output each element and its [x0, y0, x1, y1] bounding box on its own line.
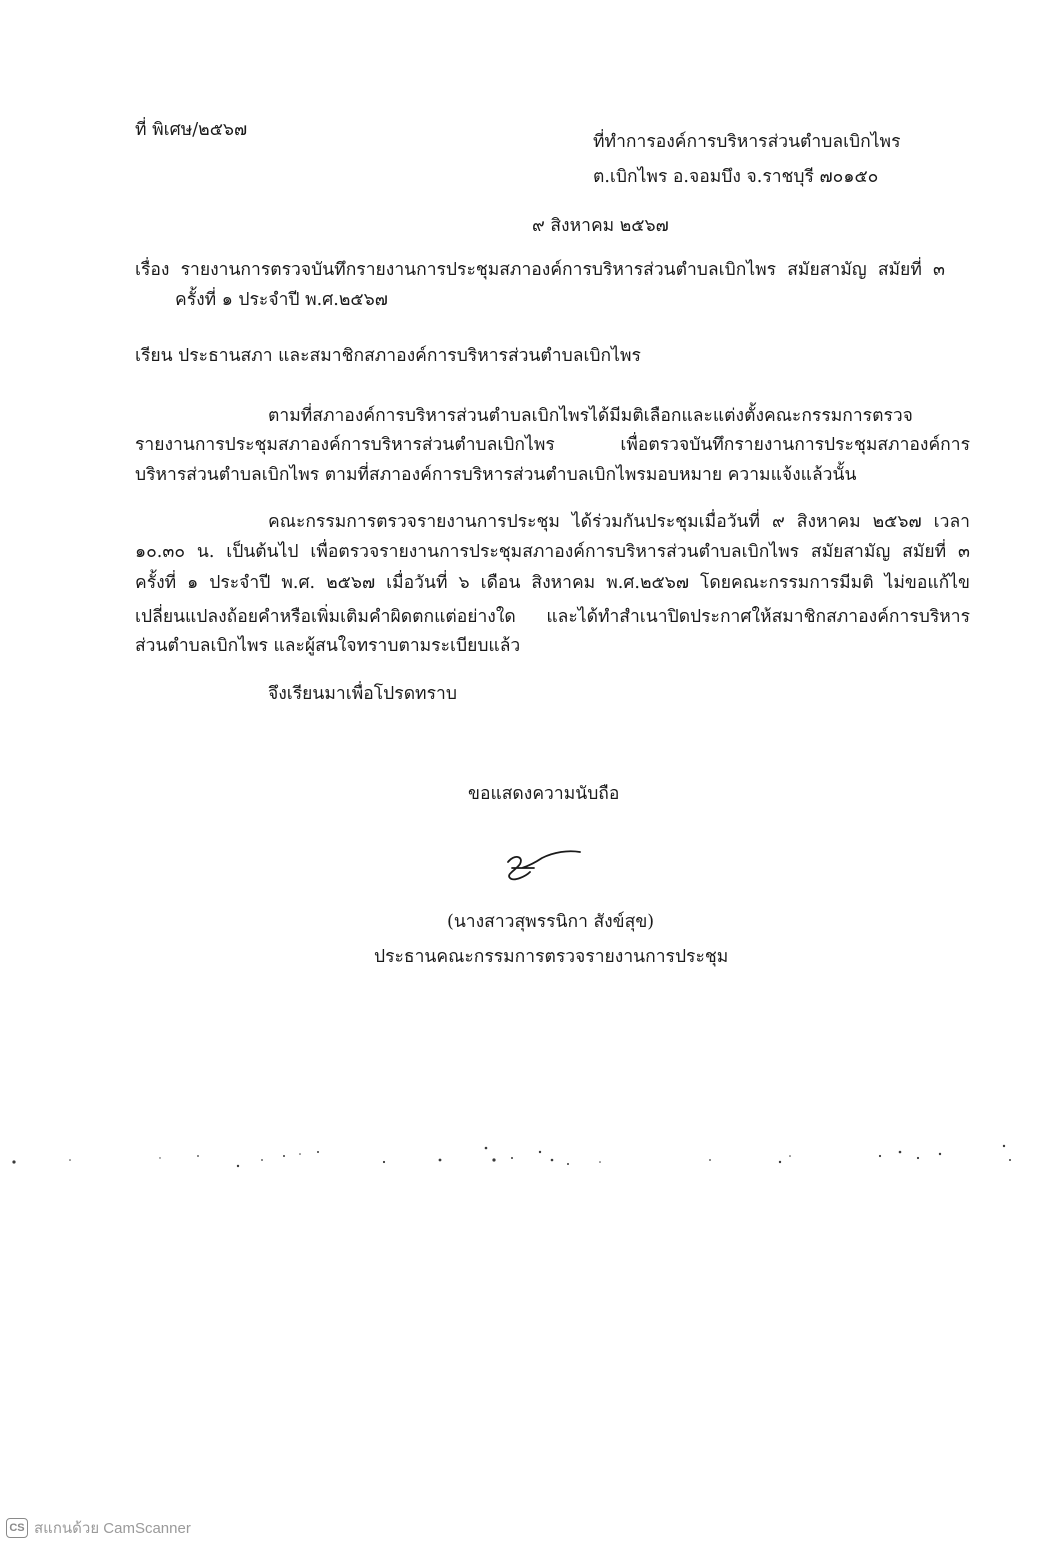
- paragraph-2-line: ส่วนตำบลเบิกไพร และผู้สนใจทราบตามระเบียบแล้ว: [135, 636, 521, 656]
- closing-line: จึงเรียนมาเพื่อโปรดทราบ: [268, 684, 457, 704]
- paragraph-1-line: รายงานการประชุมสภาองค์การบริหารส่วนตำบลเบิกไพร เพื่อตรวจบันทึกรายงานการประชุมสภาองค์การ: [135, 435, 970, 455]
- signer-position: ประธานคณะกรรมการตรวจรายงานการประชุม: [374, 947, 729, 967]
- salutation: เรียน ประธานสภา และสมาชิกสภาองค์การบริหารส่วนตำบลเบิกไพร: [135, 346, 641, 366]
- paragraph-2-line: ๑๐.๓๐ น. เป็นต้นไป เพื่อตรวจรายงานการประชุมสภาองค์การบริหารส่วนตำบลเบิกไพร สมัยสามัญ สมัยที่ ๓: [135, 542, 970, 562]
- subject-line-1: เรื่อง รายงานการตรวจบันทึกรายงานการประชุมสภาองค์การบริหารส่วนตำบลเบิกไพร สมัยสามัญ สมัยที่ ๓: [135, 260, 945, 280]
- signer-name: (นางสาวสุพรรนิกา สังข์สุข): [447, 912, 655, 932]
- reference-number: ที่ พิเศษ/๒๕๖๗: [135, 120, 248, 140]
- camscanner-watermark: [6, 1515, 191, 1541]
- paragraph-2-line: เปลี่ยนแปลงถ้อยคำหรือเพิ่มเติมคำผิดตกแต่อย่างใด และได้ทำสำเนาปิดประกาศให้สมาชิกสภาองค์การบริหาร: [135, 607, 970, 627]
- letter-date: ๙ สิงหาคม ๒๕๖๗: [532, 216, 669, 236]
- paragraph-1-line: ตามที่สภาองค์การบริหารส่วนตำบลเบิกไพรได้มีมติเลือกและแต่งตั้งคณะกรรมการตรวจ: [268, 406, 913, 426]
- scan-noise-specks: [0, 1130, 1059, 1190]
- office-address-line-2: ต.เบิกไพร อ.จอมบึง จ.ราชบุรี ๗๐๑๕๐: [593, 167, 879, 187]
- office-address-line-1: ที่ทำการองค์การบริหารส่วนตำบลเบิกไพร: [593, 132, 901, 152]
- paragraph-1-line: บริหารส่วนตำบลเบิกไพร ตามที่สภาองค์การบริหารส่วนตำบลเบิกไพรมอบหมาย ความแจ้งแล้วนั้น: [135, 465, 857, 485]
- handwritten-signature: [500, 848, 590, 890]
- camscanner-text: สแกนด้วย CamScanner: [34, 1520, 191, 1537]
- subject-line-2: ครั้งที่ ๑ ประจำปี พ.ศ.๒๕๖๗: [175, 290, 388, 310]
- regards-line: ขอแสดงความนับถือ: [468, 784, 620, 804]
- paragraph-2-line: คณะกรรมการตรวจรายงานการประชุม ได้ร่วมกันประชุมเมื่อวันที่ ๙ สิงหาคม ๒๕๖๗ เวลา: [268, 512, 970, 532]
- camscanner-logo-icon: CS: [6, 1518, 28, 1538]
- paragraph-2-line: ครั้งที่ ๑ ประจำปี พ.ศ. ๒๕๖๗ เมื่อวันที่ ๖ เดือน สิงหาคม พ.ศ.๒๕๖๗ โดยคณะกรรมการมีมติ ไม่ขอแก้ไข: [135, 573, 970, 593]
